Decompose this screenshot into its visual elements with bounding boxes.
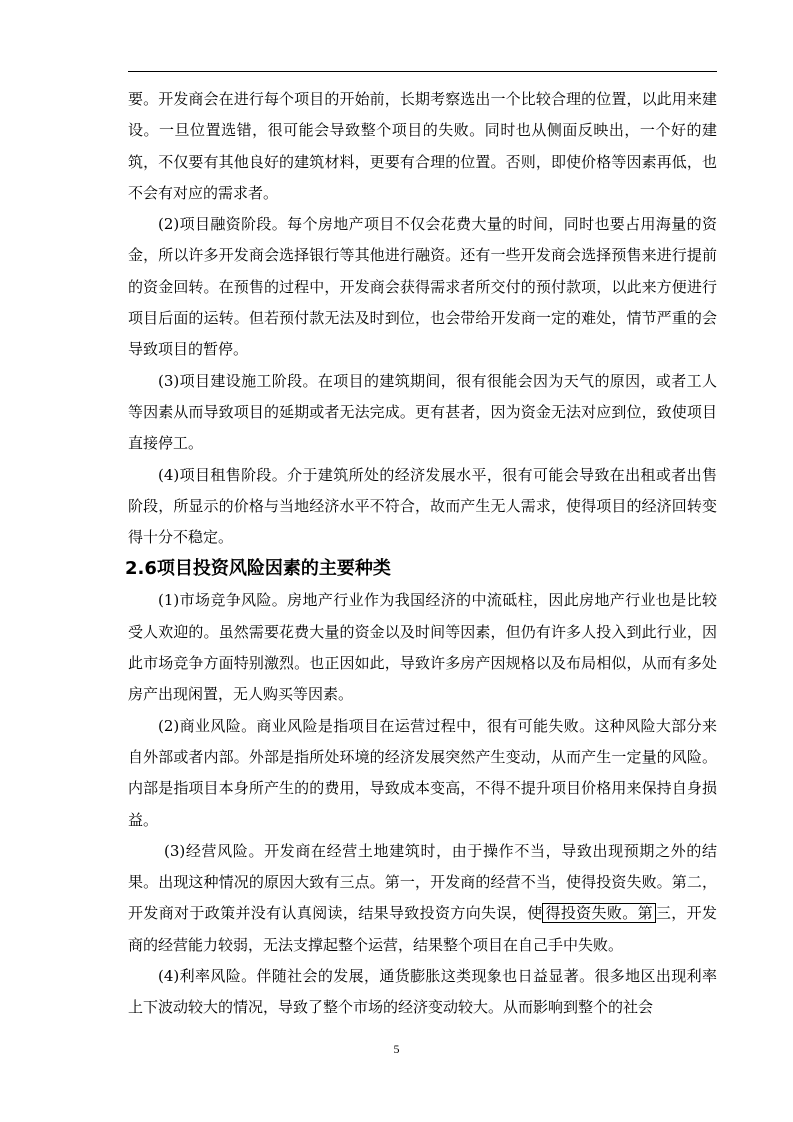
paragraph-interest-rate-risk: (4)利率风险。伴随社会的发展，通货膨胀这类现象也日益显著。很多地区出现利率上下波动较大的情况，导致了整个市场的经济变动较大。从而影响到整个的社会 [128, 967, 717, 1017]
paragraph-construction-stage: (3)项目建设施工阶段。在项目的建筑期间，很有很能会因为天气的原因，或者工人等因素从而导致项目的延期或者无法完成。更有甚者，因为资金无法对应到位，致使项目直接停工。 [128, 371, 717, 453]
body-text [125, 84, 717, 1024]
page-number: 5 [393, 1042, 400, 1056]
header-rule [128, 71, 717, 72]
operating-risk-text-start: (3)经营风险。开发商在经营土地建筑时，由于操作不当，导致出现预期之外的结果。出现这种情况的原因大致有三点。第一，开发商的经营不当，使得投资失败。第二，开发商对于政策并没有认真阅读，结果导致投资方向失误，使 [128, 841, 717, 923]
paragraph-financing-stage: (2)项目融资阶段。每个房地产项目不仅会花费大量的时间，同时也要占用海量的资金，所以许多开发商会选择银行等其他进行融资。还有一些开发商会选择预售来进行提前的资金回转。在预售的过程中，开发商会获得需求者所交付的预付款项，以此来方便进行项目后面的运转。但若预付款无法及时到位，也会带给开发商一定的难处，情节严重的会导致项目的暂停。 [128, 215, 717, 359]
paragraph-operating-risk [128, 836, 717, 961]
paragraph-business-risk: (2)商业风险。商业风险是指项目在运营过程中，很有可能失败。这种风险大部分来自外部或者内部。外部是指所处环境的经济发展突然产生变动，从而产生一定量的风险。内部是指项目本身所产生的的费用，导致成本变高，不得不提升项目价格用来保持自身损益。 [128, 716, 717, 829]
paragraph-leasing-stage: (4)项目租售阶段。介于建筑所处的经济发展水平，很有可能会导致在出租或者出售阶段，所显示的价格与当地经济水平不符合，故而产生无人需求，使得项目的经济回转变得十分不稳定。 [128, 465, 717, 547]
paragraph-market-risk: (1)市场竞争风险。房地产行业作为我国经济的中流砥柱，因此房地产行业也是比较受人欢迎的。虽然需要花费大量的资金以及时间等因素，但仍有许多人投入到此行业，因此市场竞争方面特别激烈。也正因如此，导致许多房产因规格以及布局相似，从而有多处房产出现闲置，无人购买等因素。 [128, 591, 717, 704]
operating-risk-text-end: 三，开发商的经营能力较弱，无法支撑起整个运营，结果整个项目在自己手中失败。 [128, 904, 717, 954]
boxed-text-fragment: 得投资失败。第 [542, 903, 655, 923]
section-heading: 2.6项目投资风险因素的主要种类 [125, 558, 391, 580]
paragraph-continued: 要。开发商会在进行每个项目的开始前，长期考察选出一个比较合理的位置，以此用来建设。一旦位置选错，很可能会导致整个项目的失败。同时也从侧面反映出，一个好的建筑，不仅要有其他良好的建筑材料，更要有合理的位置。否则，即使价格等因素再低，也不会有对应的需求者。 [128, 90, 717, 202]
